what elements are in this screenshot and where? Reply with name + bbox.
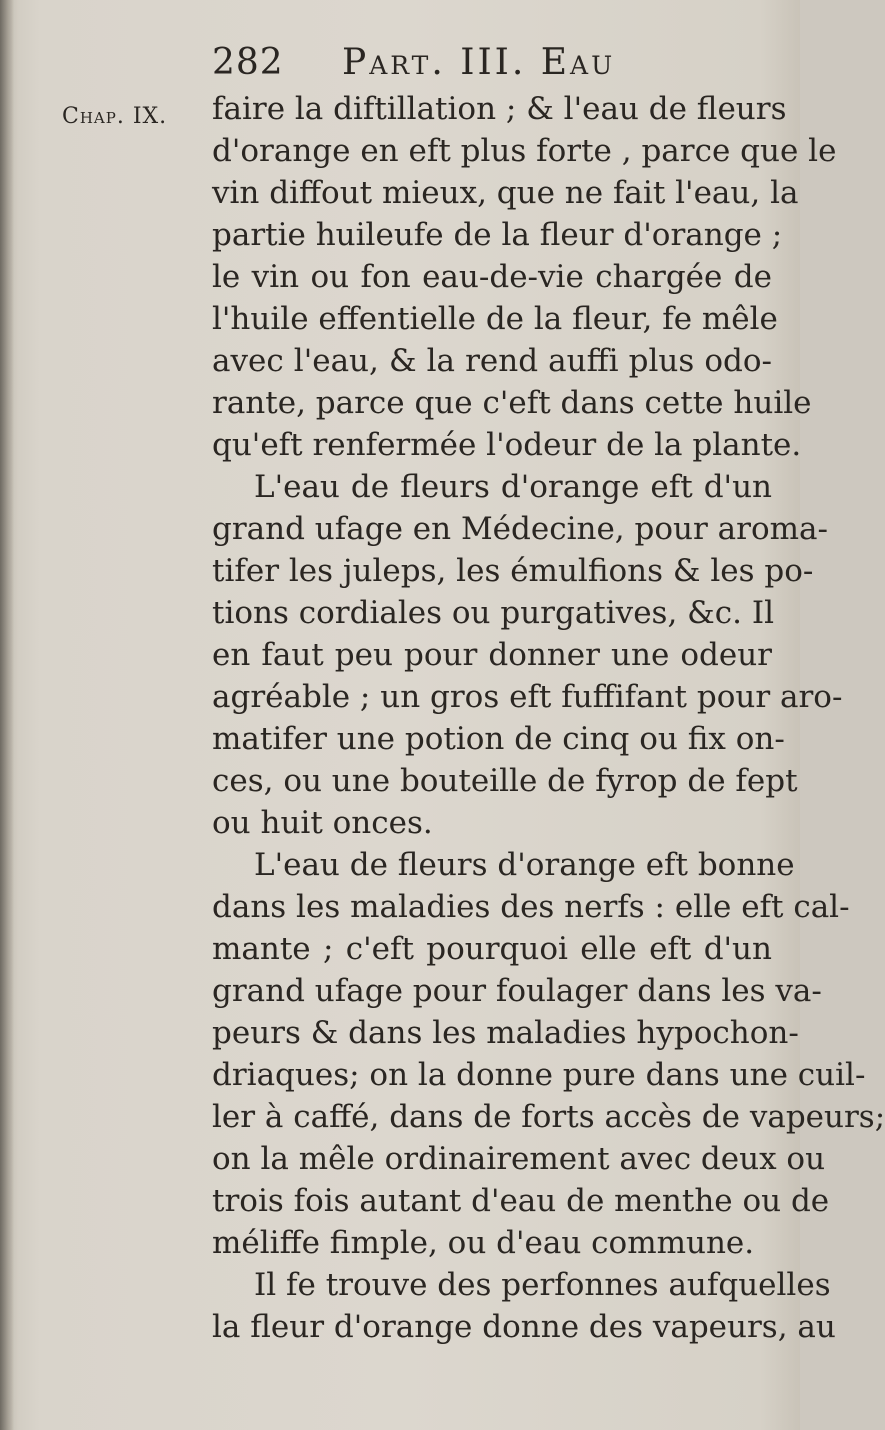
text-line: grand ufage pour foulager dans les va- [212,973,822,1009]
text-line: le vin ou fon eau-de-vie chargée de [212,259,772,295]
running-head [212,42,752,86]
text-line: ou huit onces. [212,805,433,841]
text-line: vin diffout mieux, que ne fait l'eau, la [212,175,799,211]
text-line: avec l'eau, & la rend auffi plus odo- [212,343,772,379]
text-line: Il fe trouve des perfonnes aufquelles [254,1267,831,1303]
page-binding-edge [0,0,14,1430]
text-line: matifer une potion de cinq ou fix on- [212,721,785,757]
text-line: qu'eft renfermée l'odeur de la plante. [212,427,802,463]
text-line: l'huile effentielle de la fleur, fe mêle [212,301,778,337]
text-line: L'eau de fleurs d'orange eft bonne [254,847,795,883]
text-line: mante ; c'eft pourquoi elle eft d'un [212,931,772,967]
text-line: la fleur d'orange donne des vapeurs, au [212,1309,836,1345]
text-line: en faut peu pour donner une odeur [212,637,772,673]
text-line: on la mêle ordinairement avec deux ou [212,1141,826,1177]
text-line: tions cordiales ou purgatives, &c. Il [212,595,774,631]
text-line: partie huileufe de la fleur d'orange ; [212,217,783,253]
text-line: méliffe fimple, ou d'eau commune. [212,1225,755,1261]
text-line: L'eau de fleurs d'orange eft d'un [254,469,772,505]
text-line: driaques; on la donne pure dans une cuil- [212,1057,866,1093]
text-line: faire la diftillation ; & l'eau de fleurs [212,91,787,127]
text-line: grand ufage en Médecine, pour aroma- [212,511,828,547]
running-title: Part. III. Eau [342,42,616,83]
text-line: ces, ou une bouteille de fyrop de fept [212,763,798,799]
text-line: peurs & dans les maladies hypochon- [212,1015,799,1051]
page-number: 282 [212,42,284,83]
text-line: trois fois autant d'eau de menthe ou de [212,1183,830,1219]
text-line: agréable ; un gros eft fuffifant pour aro- [212,679,843,715]
text-line: ler à caffé, dans de forts accès de vapeurs; [212,1099,885,1135]
text-line: tifer les juleps, les émulfions & les po- [212,553,814,589]
text-line: d'orange en eft plus forte , parce que le [212,133,837,169]
chapter-side-note: Chap. IX. [62,104,168,129]
body-text [212,88,885,1348]
text-line: dans les maladies des nerfs : elle eft cal- [212,889,850,925]
text-line: rante, parce que c'eft dans cette huile [212,385,812,421]
